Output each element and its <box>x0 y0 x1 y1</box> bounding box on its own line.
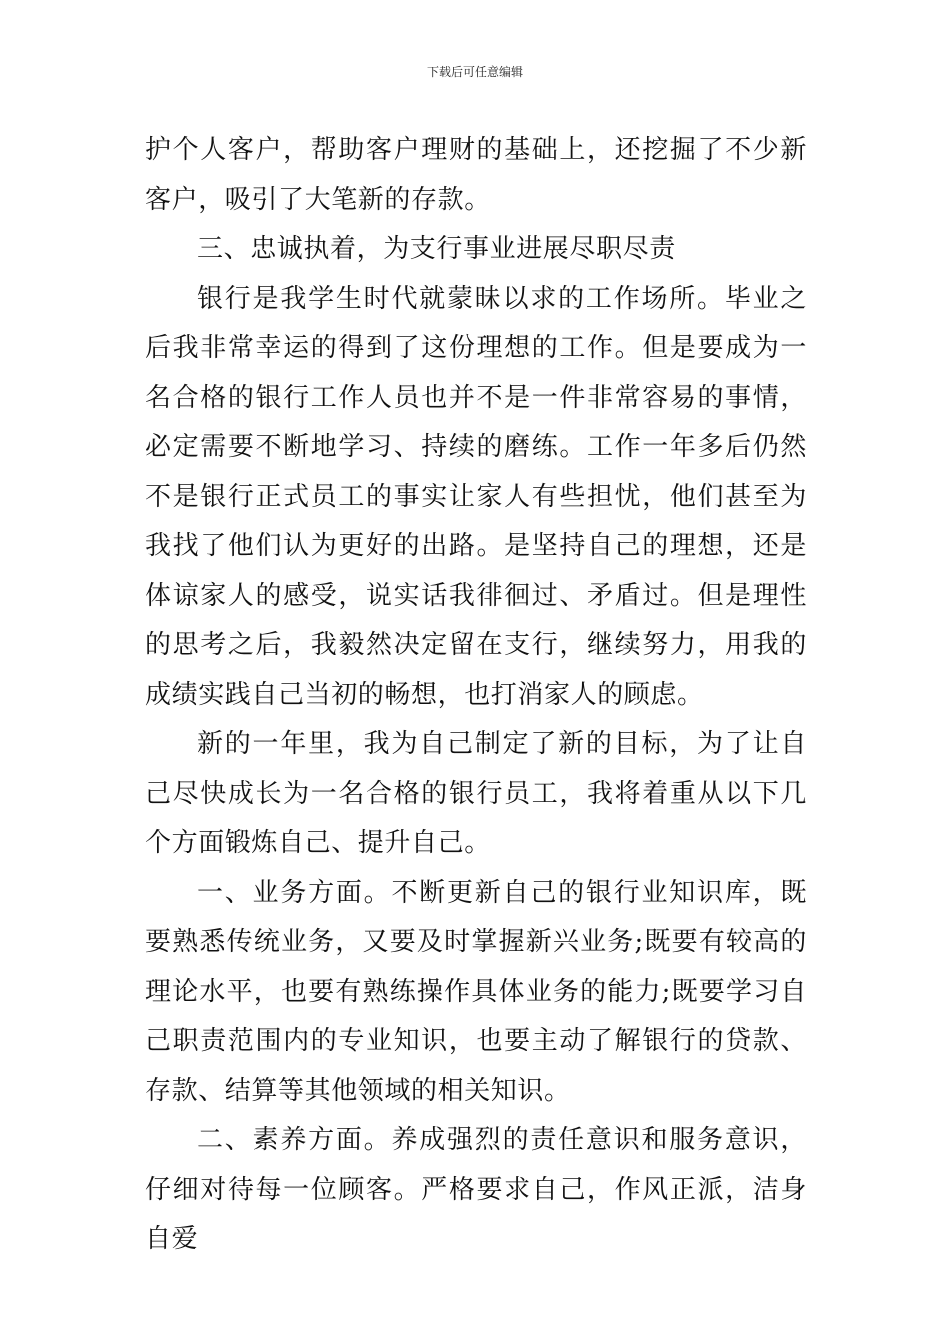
paragraph: 护个人客户，帮助客户理财的基础上，还挖掘了不少新客户，吸引了大笔新的存款。 <box>145 135 807 215</box>
page-header: 下载后可任意编辑 <box>426 65 523 79</box>
paragraph: 银行是我学生时代就蒙昧以求的工作场所。毕业之后我非常幸运的得到了这份理想的工作。但是要成为一名合格的银行工作人员也并不是一件非常容易的事情，必定需要不断地学习、持续的磨练。工作一年多后仍然不是银行正式员工的事实让家人有些担忧，他们甚至为我找了他们认为更好的出路。是坚持自己的理想，还是体谅家人的感受，说实话我徘徊过、矛盾过。但是理性的思考之后，我毅然决定留在支行，继续努力，用我的成绩实践自己当初的畅想，也打消家人的顾虑。 <box>145 283 807 710</box>
paragraph: 新的一年里，我为自己制定了新的目标，为了让自己尽快成长为一名合格的银行员工，我将着重从以下几个方面锻炼自己、提升自己。 <box>145 729 807 858</box>
body-text <box>145 126 807 1265</box>
paragraph: 一、业务方面。不断更新自己的银行业知识库，既要熟悉传统业务，又要及时掌握新兴业务;既要有较高的理论水平，也要有熟练操作具体业务的能力;既要学习自己职责范围内的专业知识，也要主动了解银行的贷款、存款、结算等其他领域的相关知识。 <box>145 877 807 1106</box>
paragraph: 二、素养方面。养成强烈的责任意识和服务意识，仔细对待每一位顾客。严格要求自己，作风正派，洁身自爱 <box>145 1125 807 1254</box>
section-heading: 三、忠诚执着，为支行事业进展尽职尽责 <box>197 234 676 264</box>
